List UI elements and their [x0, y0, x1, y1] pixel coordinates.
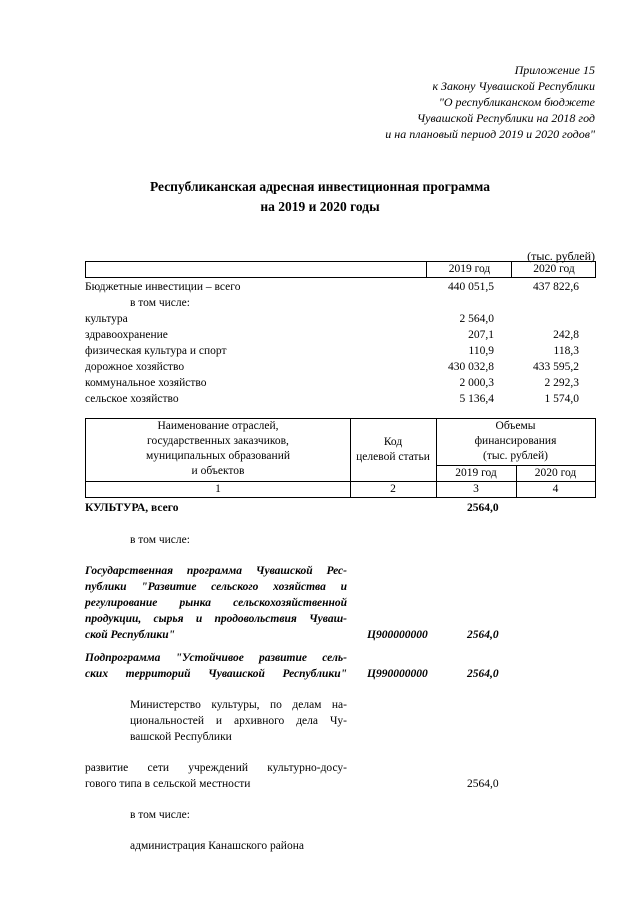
- subprogram-name: [85, 650, 347, 682]
- document-title: [0, 177, 640, 217]
- culture-total-2019: 2564,0: [467, 502, 499, 514]
- header-name-line: муниципальных образований: [145, 450, 291, 462]
- summary-row-2019: 440 051,5: [448, 281, 494, 293]
- summary-row-2019: 207,1: [468, 329, 494, 341]
- header-volume-line: (тыс. рублей): [482, 450, 549, 462]
- program-line: Государственная программа Чувашской Рес-: [85, 565, 347, 577]
- development-line: гового типа в сельской местности: [85, 778, 251, 790]
- appendix-line: Приложение 15: [514, 63, 595, 77]
- program-code: Ц900000000: [367, 629, 428, 641]
- summary-row-2020: 242,8: [553, 329, 579, 341]
- summary-table-header: [85, 261, 596, 278]
- summary-row-2019: 2 000,3: [459, 377, 494, 389]
- summary-row: [85, 343, 596, 359]
- appendix-line: к Закону Чувашской Республики: [432, 79, 595, 93]
- header-code-line: целевой статьи: [356, 451, 430, 463]
- summary-row-label: здравоохранение: [85, 329, 168, 341]
- header-code-cell: [350, 435, 436, 465]
- summary-row: [85, 375, 596, 391]
- ministry-line: вашской Республики: [130, 731, 232, 743]
- column-number-2: 2: [390, 483, 396, 495]
- subprogram-code: Ц990000000: [367, 668, 428, 680]
- summary-header-2020: 2020 год: [511, 262, 596, 277]
- appendix-line: и на плановый период 2019 и 2020 годов": [385, 127, 595, 141]
- summary-row-2019: 110,9: [468, 345, 494, 357]
- header-year-2019: 2019 год: [455, 467, 497, 479]
- summary-row-label: Бюджетные инвестиции – всего: [85, 281, 241, 293]
- ministry-name: [130, 697, 347, 745]
- header-year-2020: 2020 год: [534, 467, 577, 479]
- program-line: публики "Развитие сельского хозяйства и: [85, 581, 347, 593]
- header-name-line: государственных заказчиков,: [147, 435, 289, 447]
- summary-header-2019: 2019 год: [426, 262, 512, 277]
- units-label: (тыс. рублей): [527, 249, 595, 263]
- summary-row: [85, 359, 596, 375]
- summary-row-2019: 430 032,8: [448, 361, 494, 373]
- appendix-line: "О республиканском бюджете: [438, 95, 595, 109]
- title-line-1: Республиканская адресная инвестиционная программа: [149, 179, 491, 194]
- header-volume-line: финансирования: [474, 435, 557, 447]
- subprogram-line: Подпрограмма "Устойчивое развитие сель-: [85, 652, 347, 664]
- program-2019: 2564,0: [467, 629, 499, 641]
- including-label: в том числе:: [130, 534, 190, 546]
- summary-row-2020: 118,3: [553, 345, 579, 357]
- program-line: регулирование рынка сельскохозяйственной: [85, 597, 347, 609]
- program-name: [85, 563, 347, 643]
- subprogram-line: ских территорий Чувашской Республики": [85, 668, 347, 680]
- summary-row: [85, 279, 596, 295]
- title-line-2: на 2019 и 2020 годы: [260, 199, 380, 214]
- appendix-header: [385, 62, 595, 142]
- header-volume-line: Объемы: [495, 420, 536, 432]
- header-name-cell: [86, 419, 350, 479]
- summary-row-label: в том числе:: [130, 297, 190, 309]
- header-name-line: и объектов: [191, 465, 245, 477]
- including-label: в том числе:: [130, 809, 190, 821]
- summary-row-label: сельское хозяйство: [85, 393, 179, 405]
- summary-row-2019: 2 564,0: [459, 313, 494, 325]
- main-table-header: [85, 418, 596, 498]
- header-name-line: Наименование отраслей,: [157, 420, 279, 432]
- program-line: продукции, сырья и продовольствия Чуваш-: [85, 613, 347, 625]
- summary-row-2020: 2 292,3: [544, 377, 579, 389]
- development-line: развитие сети учреждений культурно-досу-: [85, 762, 347, 774]
- summary-row-label: коммунальное хозяйство: [85, 377, 207, 389]
- ministry-line: циональностей и архивного дела Чу-: [130, 715, 347, 727]
- ministry-line: Министерство культуры, по делам на-: [130, 699, 347, 711]
- culture-total-label: КУЛЬТУРА, всего: [85, 502, 179, 514]
- summary-row-2019: 5 136,4: [459, 393, 494, 405]
- summary-row-label: физическая культура и спорт: [85, 345, 227, 357]
- column-number-1: 1: [215, 483, 221, 495]
- admin-name: администрация Канашского района: [130, 840, 304, 852]
- program-line: ской Республики": [85, 629, 176, 641]
- summary-row-2020: 433 595,2: [533, 361, 579, 373]
- development-2019: 2564,0: [467, 778, 499, 790]
- development-name: [85, 760, 347, 792]
- summary-row-2020: 1 574,0: [544, 393, 579, 405]
- summary-row: [85, 327, 596, 343]
- summary-row: [85, 391, 596, 407]
- header-volume-cell: [436, 419, 595, 464]
- summary-row: [85, 295, 596, 311]
- subprogram-2019: 2564,0: [467, 668, 499, 680]
- column-number-4: 4: [552, 483, 559, 495]
- summary-row-label: дорожное хозяйство: [85, 361, 185, 373]
- column-number-3: 3: [473, 483, 479, 495]
- appendix-line: Чувашской Республики на 2018 год: [416, 111, 595, 125]
- summary-row-2020: 437 822,6: [533, 281, 579, 293]
- summary-row: [85, 311, 596, 327]
- header-code-line: Код: [383, 436, 403, 448]
- summary-row-label: культура: [85, 313, 128, 325]
